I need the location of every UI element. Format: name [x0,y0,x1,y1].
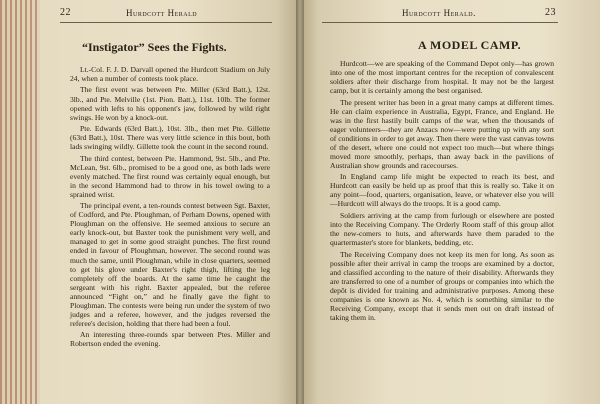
right-page [300,0,600,404]
left-header-rule [60,22,272,23]
left-article-body [70,65,270,351]
right-article-title: A MODEL CAMP. [418,38,522,52]
left-paragraph: Lt.-Col. F. J. D. Darvall opened the Hurdcott Stadium on July 24, when a number of contests took place. [70,65,270,84]
book-spine-shadow [296,0,304,404]
right-article-body [330,59,554,324]
left-paragraph: The third contest, between Pte. Hammond, 9st. 5lb., and Pte. McLean, 9st. 6lb., promised to be a good one, as both lads were evenly matched. The first round was certainly equal enough, but in the second Hammond had to throw in his towel owing to a sprained wrist. [70,153,270,199]
left-paragraph: The principal event, a ten-rounds contest between Sgt. Baxter, of Codford, and Pte. Ploughman, of Perham Downs, opened with Ploughman on the offensive. He seemed anxious to secure an early knock-out, but Baxter took the punishment very well, and managed to get in some good straight punches. The first round ended in favour of Ploughman, however. The second round was much the same, until Ploughman, while in close quarters, seemed to get his glove under Baxter's right thigh, lifting the leg completely off the boards. At the same time he caught the sergeant with his right. Baxter appealed, but the referee announced “Fight on,” and he finally gave the fight to Ploughman. The contests were being run under the system of two judges and a referee, however, and the judges reversed the referee's decision, holding that there had been a foul. [70,201,270,328]
left-article-title: “Instigator” Sees the Fights. [82,40,227,54]
right-page-number: 23 [545,7,556,18]
left-paragraph: Pte. Edwards (63rd Batt.), 10st. 3lb., then met Pte. Gillette (63rd Batt.), 10st. There was very little science in this bout, both lads swinging wildly. Gillette took the count in the second round. [70,124,270,152]
left-paragraph: An interesting three-rounds spar between Ptes. Miller and Robertson ended the evening. [70,330,270,349]
right-paragraph: Hurdcott—we are speaking of the Command Depot only—has grown into one of the most important centres for the reception of convalescent soldiers after their discharge from hospital. It may not be the largest camp, but it is certainly among the best organised. [330,59,554,96]
page-edge-stack [0,0,40,404]
left-running-head: Hurdcott Herald [126,8,198,18]
left-paragraph: The first event was between Pte. Miller (63rd Batt.), 12st. 3lb., and Pte. Melville (1st. Pion. Batt.), 11st. 10lb. The former opened with lefts to his opponent's jaw, followed by wild right swings. He won by a knock-out. [70,85,270,122]
right-paragraph: Soldiers arriving at the camp from furlough or elsewhere are posted into the Receiving Company. The Orderly Room staff of this group allot the new-comers to huts, and afterwards have them paraded to the quartermaster's store for blankets, bedding, etc. [330,210,554,248]
right-paragraph: In England camp life might be expected to reach its best, and Hurdcott can easily be held up as proof that this is really so. Take it on any point—food, quarters, organisation, leave, or whatever else you will—Hurdcott will always do the troops. It is a good camp. [330,172,554,209]
right-paragraph: The present writer has been in a great many camps at different times. He can claim experience in Australia, Egypt, France, and England. He was in the first hastily built camps of the war, when the thousands of eager volunteers—they are Anzacs now—were putting up with any sort of conditions in order to get away. Then there were the vast canvas towns of the desert, where one could not expect too much—but where things moved more smoothly, perhaps, than away back in the pavilions of Australian show grounds and racecourses. [330,97,554,170]
right-running-head: Hurdcott Herald. [402,8,476,18]
left-page-number: 22 [60,7,71,18]
right-header-rule [322,22,558,23]
right-paragraph: The Receiving Company does not keep its men for long. As soon as possible after their arrival in camp the troops are examined by a doctor, and classified according to the nature of their disability. Afterwards they are transferred to one of a number of groups or companies into which the depôt is divided for training and administrative purposes. Among these companies is one known as No. 4, which is something similar to the Receiving Company, except that it sends men out on draft instead of taking them in. [330,249,554,322]
